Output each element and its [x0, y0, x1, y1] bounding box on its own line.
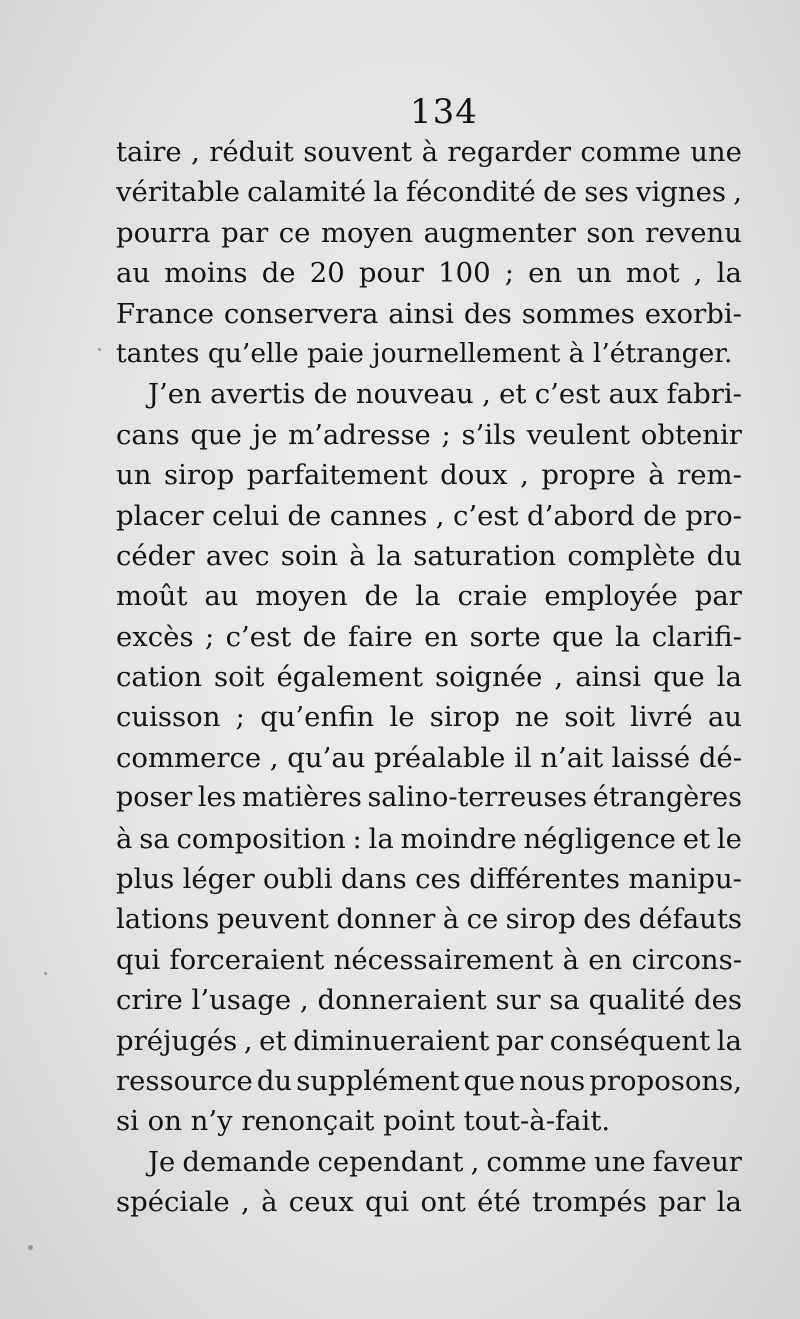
text-line: à sa composition : la moindre négligence et le: [116, 822, 742, 855]
text-line: plus léger oubli dans ces différentes manipu-: [116, 863, 742, 896]
text-line: un sirop parfaitement doux , propre à rem-: [116, 459, 742, 492]
text-line: céder avec soin à la saturation complète du: [116, 539, 742, 572]
text-line: excès ; c’est de faire en sorte que la clarifi-: [116, 620, 742, 653]
text-line: placer celui de cannes , c’est d’abord de pro-: [116, 499, 742, 532]
text-line: moût au moyen de la craie employée par: [116, 580, 742, 613]
text-line: Je demande cependant , comme une faveur: [148, 1145, 742, 1178]
paper-speck: [98, 348, 101, 351]
text-line: tantes qu’elle paie journellement à l’étranger.: [116, 337, 733, 369]
text-line: pourra par ce moyen augmenter son revenu: [116, 216, 742, 249]
text-line: lations peuvent donner à ce sirop des défauts: [116, 903, 742, 936]
body-text: [116, 132, 742, 1223]
text-line: cuisson ; qu’enfin le sirop ne soit livré au: [116, 701, 742, 734]
text-line: qui forceraient nécessairement à en circons-: [116, 943, 742, 976]
text-line: spéciale , à ceux qui ont été trompés par la: [116, 1186, 742, 1219]
paper-speck: [28, 1245, 33, 1250]
text-line: France conservera ainsi des sommes exorbi-: [116, 297, 742, 330]
text-line: préjugés , et diminueraient par conséquent la: [116, 1024, 742, 1057]
text-line: au moins de 20 pour 100 ; en un mot , la: [116, 257, 742, 290]
paper-speck: [44, 972, 47, 975]
text-line: taire , réduit souvent à regarder comme une: [116, 136, 742, 168]
text-line: cation soit également soignée , ainsi que la: [116, 661, 742, 694]
text-line: si on n’y renonçait point tout-à-fait.: [116, 1105, 611, 1138]
text-line: poser les matières salino-terreuses étrangères: [116, 782, 742, 814]
text-line: cans que je m’adresse ; s’ils veulent obtenir: [116, 418, 742, 451]
page-number: 134: [410, 92, 478, 132]
text-line: ressource du supplément que nous proposons,: [116, 1064, 742, 1097]
text-line: véritable calamité la fécondité de ses vignes ,: [116, 176, 742, 209]
text-line: crire l’usage , donneraient sur sa qualité des: [116, 984, 742, 1017]
text-line: J’en avertis de nouveau , et c’est aux fabri-: [148, 378, 742, 411]
text-line: commerce , qu’au préalable il n’ait laissé dé-: [116, 741, 742, 774]
